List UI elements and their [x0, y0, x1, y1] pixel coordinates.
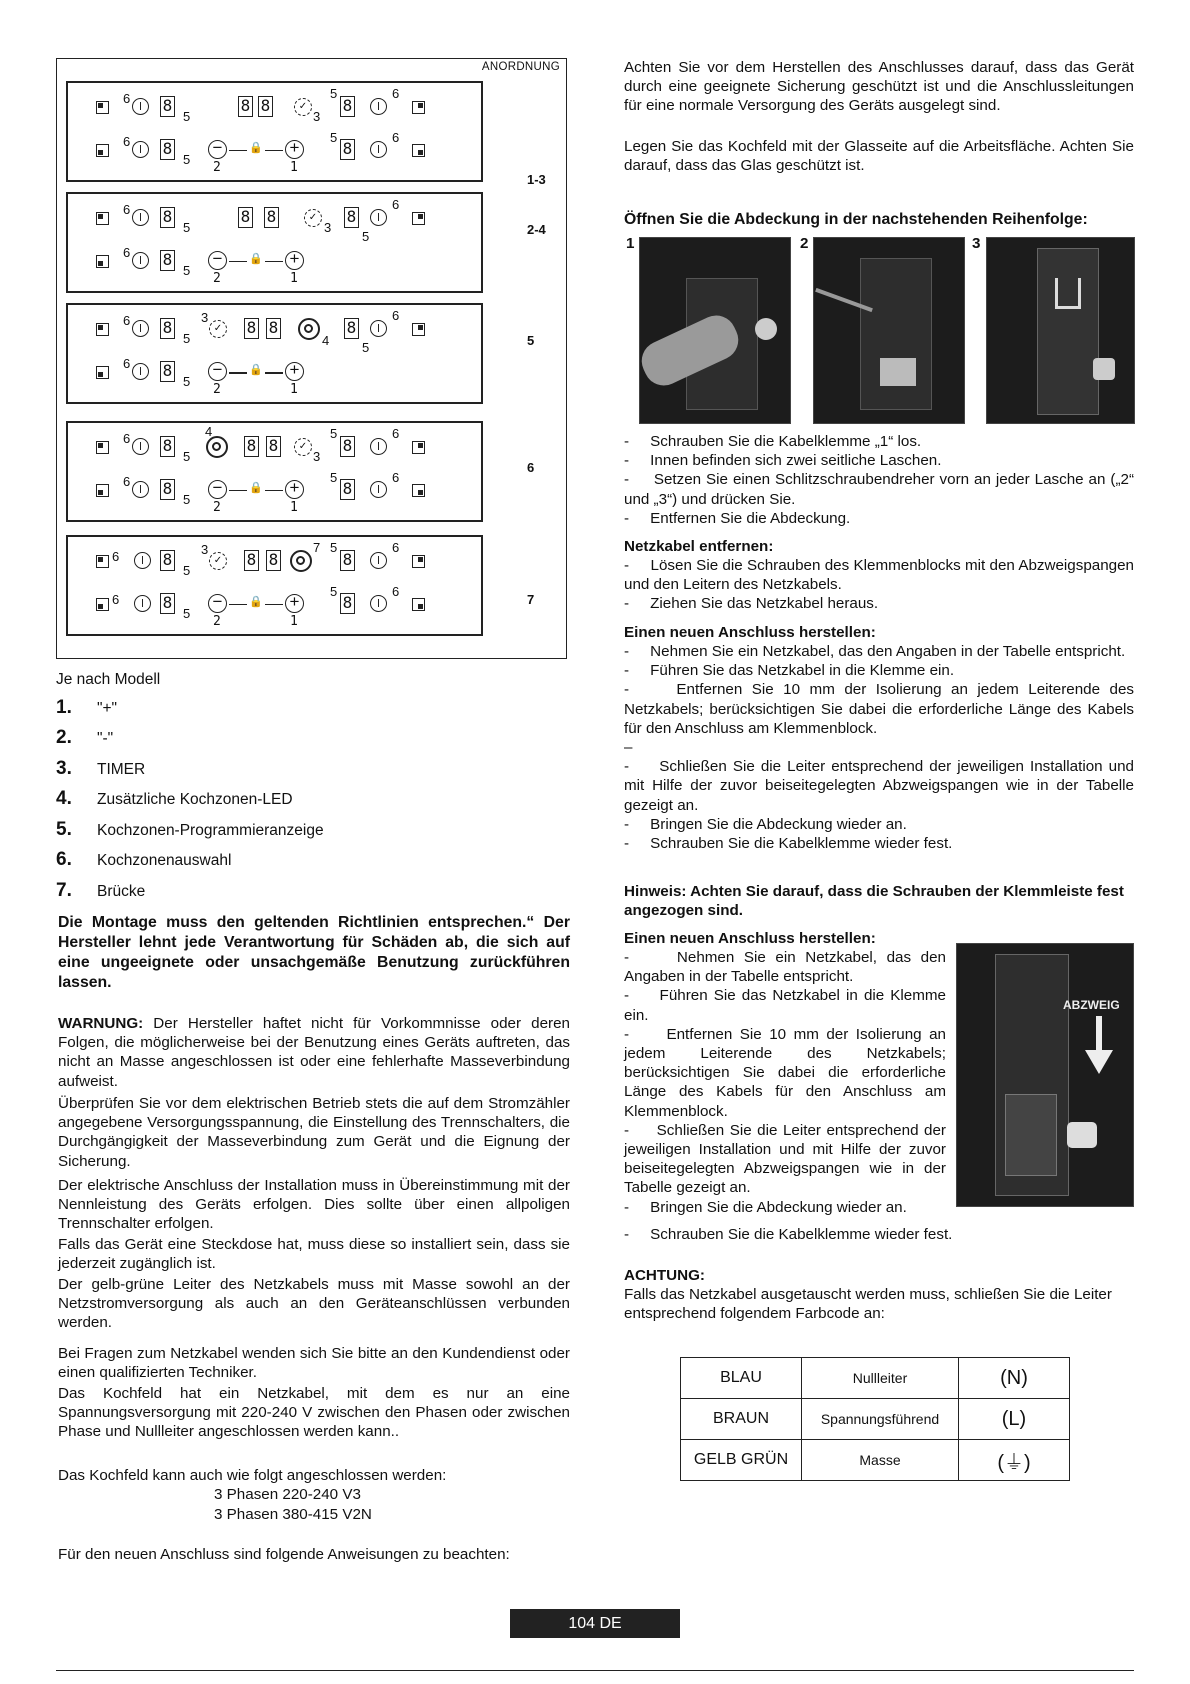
- label-five: 5: [183, 492, 191, 507]
- label-five: 5: [183, 331, 191, 346]
- bridge-icon: [290, 550, 312, 572]
- zone-square-icon: [96, 366, 109, 379]
- warning-text: Der Hersteller haftet nicht für Vorkommnisse oder deren Folgen, die möglicherweise bei der Benutzung eines Geräts auftreten, das nicht an Masse angeschlossen ist oder eine fehlerhafte Masseverbindung aufweist.: [58, 1015, 570, 1090]
- power-icon: [132, 320, 149, 337]
- panel-label: 2-4: [527, 222, 546, 237]
- power-icon: [370, 438, 387, 455]
- minus-icon: −: [208, 362, 227, 381]
- segment-display: 8: [160, 96, 175, 117]
- intro-paragraph: Achten Sie vor dem Herstellen des Anschlusses darauf, dass das Gerät durch eine geeignete Sicherung geschützt ist und die Anschlussleitungen für eine normale Versorgung des Geräts ausgelegt sind.: [624, 59, 1134, 115]
- segment-display: 8: [264, 207, 279, 228]
- new-step-2: - Bringen Sie die Abdeckung wieder an.: [624, 1198, 907, 1216]
- label-five: 5: [183, 374, 191, 389]
- zone-square-icon: [412, 598, 425, 611]
- wire-symbol: (N): [959, 1358, 1070, 1399]
- label-two: 2: [213, 160, 221, 175]
- label-one: 1: [290, 614, 298, 629]
- follow-paragraph: Für den neuen Anschluss sind folgende Anweisungen zu beachten:: [58, 1546, 510, 1563]
- timer-icon: ✓: [304, 209, 322, 227]
- panel-label: 7: [527, 592, 535, 607]
- power-icon: [370, 481, 387, 498]
- new-connection-heading: Einen neuen Anschluss herstellen:: [624, 624, 876, 641]
- remove-steps-list: [624, 556, 1134, 614]
- segment-display: 8: [244, 436, 259, 457]
- phase-option: 3 Phasen 220-240 V3: [214, 1486, 361, 1503]
- control-panel-diagram: [56, 58, 567, 659]
- new-step: - Schrauben Sie die Kabelklemme wieder fest.: [624, 835, 953, 853]
- new-connection-steps-2: [624, 948, 946, 1217]
- new-step: - Bringen Sie die Abdeckung wieder an.: [624, 815, 907, 833]
- cable-paragraph: Das Kochfeld hat ein Netzkabel, mit dem es nur an eine Spannungsversorgung mit 220-240 V zwischen den Phasen oder zwischen Phase und Nullleiter angeschlossen werden kann..: [58, 1385, 570, 1441]
- segment-display: 8: [266, 318, 281, 339]
- timer-icon: ✓: [209, 320, 227, 338]
- zone-square-icon: [412, 101, 425, 114]
- legend-number: 4.: [56, 788, 72, 809]
- caution-text: Falls das Netzkabel ausgetauscht werden muss, schließen Sie die Leiter entsprechend folgendem Farbcode an:: [624, 1286, 1112, 1323]
- segment-display: 8: [160, 318, 175, 339]
- label-seven: 7: [313, 540, 321, 555]
- open-step: - Innen befinden sich zwei seitliche Laschen.: [624, 452, 942, 470]
- plus-icon: +: [285, 594, 304, 613]
- label-six: 6: [392, 308, 400, 323]
- terminal-block-photo: [956, 943, 1134, 1207]
- slider-line: [229, 490, 247, 491]
- segment-display: 8: [340, 550, 355, 571]
- legend-number: 3.: [56, 758, 72, 779]
- timer-icon: ✓: [294, 98, 312, 116]
- segment-display: 8: [160, 479, 175, 500]
- label-six: 6: [392, 540, 400, 555]
- slider-line: [265, 490, 283, 491]
- power-icon: [370, 320, 387, 337]
- legend-number: 7.: [56, 880, 72, 901]
- plus-icon: +: [285, 140, 304, 159]
- minus-icon: −: [208, 594, 227, 613]
- label-one: 1: [290, 160, 298, 175]
- model-note: Je nach Modell: [56, 671, 161, 688]
- power-icon: [134, 552, 151, 569]
- table-row: [681, 1399, 1070, 1440]
- label-six: 6: [123, 91, 131, 106]
- label-two: 2: [213, 500, 221, 515]
- minus-icon: −: [208, 480, 227, 499]
- segment-display: 8: [160, 139, 175, 160]
- segment-display: 8: [244, 550, 259, 571]
- power-icon: [370, 595, 387, 612]
- legend-number: 6.: [56, 849, 72, 870]
- minus-icon: −: [208, 251, 227, 270]
- power-icon: [132, 363, 149, 380]
- segment-display: 8: [160, 250, 175, 271]
- zone-square-icon: [96, 555, 109, 568]
- page-number: 104 DE: [510, 1609, 680, 1638]
- power-icon: [132, 481, 149, 498]
- color-code-table: [680, 1357, 1070, 1481]
- footer-rule: [56, 1670, 1134, 1671]
- power-icon: [370, 98, 387, 115]
- label-five: 5: [183, 152, 191, 167]
- slider-line: [265, 604, 283, 605]
- label-three: 3: [313, 109, 321, 124]
- label-three: 3: [201, 310, 209, 325]
- lock-icon: 🔒: [249, 482, 263, 494]
- segment-display: 8: [340, 96, 355, 117]
- legend-text: TIMER: [97, 761, 146, 778]
- label-two: 2: [213, 614, 221, 629]
- wire-function: Nullleiter: [802, 1358, 959, 1399]
- label-six: 6: [392, 197, 400, 212]
- green-wire-paragraph: Der gelb-grüne Leiter des Netzkabels muss mit Masse sowohl an der Netzstromversorgung als auch an den Geräteanschlüssen verbunden werden.: [58, 1276, 570, 1332]
- segment-display: 8: [344, 207, 359, 228]
- caution-heading: ACHTUNG:: [624, 1267, 705, 1284]
- open-step: - Schrauben Sie die Kabelklemme „1“ los.: [624, 433, 922, 450]
- also-connect-paragraph: Das Kochfeld kann auch wie folgt angeschlossen werden:: [58, 1467, 447, 1484]
- label-six: 6: [392, 584, 400, 599]
- segment-display: 8: [160, 361, 175, 382]
- zone-square-icon: [412, 212, 425, 225]
- photo-number: 1: [626, 235, 635, 252]
- phase-option: 3 Phasen 380-415 V2N: [214, 1506, 372, 1523]
- wire-function: Masse: [802, 1440, 959, 1481]
- label-one: 1: [290, 382, 298, 397]
- remove-step: - Lösen Sie die Schrauben des Klemmenblocks mit den Abzweigspangen und den Leitern des Netzkabels.: [624, 557, 1135, 594]
- legend-text: "-": [97, 730, 114, 747]
- power-icon: [132, 209, 149, 226]
- new-step: - Entfernen Sie 10 mm der Isolierung an jedem Leiterende des Netzkabels; berücksichtigen Sie dabei die erforderliche Länge des Kabels für den Anschluss am Klemmenblock.: [624, 681, 1134, 737]
- new-step-2: - Führen Sie das Netzkabel in die Klemme ein.: [624, 987, 947, 1024]
- label-five: 5: [362, 229, 370, 244]
- wire-symbol: (L): [959, 1399, 1070, 1440]
- plus-icon: +: [285, 362, 304, 381]
- slider-line: [229, 372, 247, 374]
- segment-display: 8: [344, 318, 359, 339]
- slider-line: [265, 261, 283, 262]
- open-heading: Öffnen Sie die Abdeckung in der nachstehenden Reihenfolge:: [624, 211, 1088, 228]
- label-five: 5: [330, 584, 338, 599]
- power-icon: [132, 98, 149, 115]
- slider-line: [265, 372, 283, 374]
- legend-text: Kochzonenauswahl: [97, 852, 232, 869]
- label-six: 6: [123, 202, 131, 217]
- table-row: [681, 1440, 1070, 1481]
- panel-layout-7: [66, 535, 483, 636]
- segment-display: 8: [266, 550, 281, 571]
- zone-square-icon: [412, 555, 425, 568]
- slider-line: [229, 150, 247, 151]
- slider-line: [265, 150, 283, 151]
- power-icon: [132, 252, 149, 269]
- label-five: 5: [183, 563, 191, 578]
- segment-display: 8: [258, 96, 273, 117]
- power-icon: [370, 552, 387, 569]
- zone-square-icon: [96, 323, 109, 336]
- label-six: 6: [123, 431, 131, 446]
- panel-layout-5: [66, 303, 483, 404]
- zone-led-icon: [298, 318, 320, 340]
- hint-note: Hinweis: Achten Sie darauf, dass die Schrauben der Klemmleiste fest angezogen sind.: [624, 883, 1124, 920]
- segment-display: 8: [340, 436, 355, 457]
- power-icon: [370, 209, 387, 226]
- label-three: 3: [201, 542, 209, 557]
- photo-number: 3: [972, 235, 981, 252]
- new-step-2: - Schrauben Sie die Kabelklemme wieder fest.: [624, 1226, 953, 1243]
- label-one: 1: [290, 271, 298, 286]
- panel-label: 5: [527, 333, 535, 348]
- label-four: 4: [322, 333, 330, 348]
- label-five: 5: [183, 109, 191, 124]
- open-step: - Entfernen Sie die Abdeckung.: [624, 509, 851, 527]
- panel-layout-1-3: [66, 81, 483, 182]
- power-icon: [132, 141, 149, 158]
- segment-display: 8: [244, 318, 259, 339]
- cover-photo-step-3: [986, 237, 1135, 424]
- segment-display: 8: [266, 436, 281, 457]
- plus-icon: +: [285, 480, 304, 499]
- open-step: - Setzen Sie einen Schlitzschraubendreher vorn an jeder Lasche an („2“ und „3“) und drücken Sie.: [624, 471, 1135, 508]
- label-six: 6: [392, 470, 400, 485]
- label-five: 5: [183, 263, 191, 278]
- remove-step: - Ziehen Sie das Netzkabel heraus.: [624, 595, 879, 613]
- timer-icon: ✓: [209, 552, 227, 570]
- label-three: 3: [324, 220, 332, 235]
- label-five: 5: [330, 540, 338, 555]
- slider-line: [229, 604, 247, 605]
- photo-number: 2: [800, 235, 809, 252]
- wire-function: Spannungsführend: [802, 1399, 959, 1440]
- legend-text: "+": [97, 700, 118, 717]
- table-row: [681, 1358, 1070, 1399]
- remove-heading: Netzkabel entfernen:: [624, 538, 774, 555]
- zone-led-icon: [206, 436, 228, 458]
- wire-color: GELB GRÜN: [681, 1440, 802, 1481]
- cover-photo-step-2: [813, 237, 965, 424]
- new-step-2: - Entfernen Sie 10 mm der Isolierung an jedem Leiterende des Netzkabels; berücksichtigen Sie dabei die erforderliche Länge des Kabels für den Anschluss am Klemmenblock.: [624, 1025, 946, 1120]
- label-five: 5: [330, 426, 338, 441]
- new-step: - Nehmen Sie ein Netzkabel, das den Angaben in der Tabelle entspricht.: [624, 643, 1126, 660]
- label-five: 5: [183, 606, 191, 621]
- panel-layout-2-4: [66, 192, 483, 293]
- segment-display: 8: [160, 207, 175, 228]
- segment-display: 8: [340, 479, 355, 500]
- zone-square-icon: [96, 144, 109, 157]
- label-six: 6: [123, 356, 131, 371]
- label-four: 4: [205, 424, 213, 439]
- lock-icon: 🔒: [249, 253, 263, 265]
- label-six: 6: [123, 313, 131, 328]
- lock-icon: 🔒: [249, 142, 263, 154]
- warning-paragraph: [58, 1014, 570, 1091]
- label-five: 5: [330, 130, 338, 145]
- new-step: - Führen Sie das Netzkabel in die Klemme ein.: [624, 662, 955, 680]
- legend-text: Zusätzliche Kochzonen-LED: [97, 791, 293, 808]
- label-six: 6: [392, 426, 400, 441]
- zone-square-icon: [412, 144, 425, 157]
- label-three: 3: [313, 449, 321, 464]
- warning-label: WARNUNG:: [58, 1015, 144, 1032]
- zone-square-icon: [96, 484, 109, 497]
- label-six: 6: [392, 130, 400, 145]
- power-icon: [370, 141, 387, 158]
- label-six: 6: [123, 134, 131, 149]
- check-paragraph: Überprüfen Sie vor dem elektrischen Betrieb stets die auf dem Stromzähler angegebene Versorgungsspannung, die Einstellung des Trennschalters, die Durchgängigkeit der Masseverbindung zum Gerät und die Eignung der Sicherung.: [58, 1095, 570, 1170]
- label-five: 5: [183, 449, 191, 464]
- power-icon: [134, 595, 151, 612]
- abzweig-label: ABZWEIG: [1063, 998, 1120, 1012]
- zone-square-icon: [96, 255, 109, 268]
- cover-photo-step-1: [639, 237, 791, 424]
- label-five: 5: [362, 340, 370, 355]
- segment-display: 8: [238, 207, 253, 228]
- new-connection-steps: [624, 642, 1134, 853]
- slider-line: [229, 261, 247, 262]
- minus-icon: −: [208, 140, 227, 159]
- zone-square-icon: [412, 441, 425, 454]
- label-five: 5: [183, 220, 191, 235]
- new-step-2: - Schließen Sie die Leiter entsprechend der jeweiligen Installation und mit Hilfe der zuvor beiseitegelegten Abzweigspangen wie in der Tabelle gezeigt an.: [624, 1121, 946, 1197]
- new-step-2: - Nehmen Sie ein Netzkabel, das den Angaben in der Tabelle entspricht.: [624, 949, 946, 986]
- label-five: 5: [330, 470, 338, 485]
- legend-text: Kochzonen-Programmieranzeige: [97, 822, 324, 839]
- plus-icon: +: [285, 251, 304, 270]
- legend-number: 1.: [56, 697, 72, 718]
- wire-color: BLAU: [681, 1358, 802, 1399]
- label-two: 2: [213, 271, 221, 286]
- segment-display: 8: [160, 593, 175, 614]
- new-step: –: [624, 739, 633, 757]
- label-one: 1: [290, 500, 298, 515]
- zone-square-icon: [96, 441, 109, 454]
- bold-notice: Die Montage muss den geltenden Richtlinien entsprechen.“ Der Hersteller lehnt jede Verantwortung für Schäden ab, die sich auf eine ungeeignete oder unsachgemäße Benutzung zurückführen lassen.: [58, 914, 570, 991]
- label-six: 6: [112, 549, 120, 564]
- panel-layout-6: [66, 421, 483, 522]
- diagram-caption: ANORDNUNG: [481, 61, 560, 73]
- label-five: 5: [330, 86, 338, 101]
- power-icon: [132, 438, 149, 455]
- new-connection-heading-2: Einen neuen Anschluss herstellen:: [624, 930, 876, 947]
- zone-square-icon: [96, 212, 109, 225]
- zone-square-icon: [96, 101, 109, 114]
- legend-number: 2.: [56, 727, 72, 748]
- segment-display: 8: [238, 96, 253, 117]
- new-step: - Schließen Sie die Leiter entsprechend der jeweiligen Installation und mit Hilfe der zuvor beiseitegelegten Abzweigspangen wie in der Tabelle gezeigt an.: [624, 758, 1135, 814]
- zone-square-icon: [96, 598, 109, 611]
- zone-square-icon: [412, 484, 425, 497]
- segment-display: 8: [160, 550, 175, 571]
- timer-icon: ✓: [294, 438, 312, 456]
- questions-paragraph: Bei Fragen zum Netzkabel wenden sich Sie bitte an den Kundendienst oder einen qualifizierten Techniker.: [58, 1345, 570, 1382]
- panel-label: 6: [527, 460, 535, 475]
- segment-display: 8: [340, 593, 355, 614]
- label-six: 6: [112, 592, 120, 607]
- open-steps-list: [624, 432, 1144, 528]
- wire-color: BRAUN: [681, 1399, 802, 1440]
- glass-paragraph: Legen Sie das Kochfeld mit der Glasseite auf die Arbeitsfläche. Achten Sie darauf, dass das Glas geschützt ist.: [624, 138, 1134, 175]
- label-two: 2: [213, 382, 221, 397]
- segment-display: 8: [160, 436, 175, 457]
- ground-symbol: (⏚): [959, 1440, 1070, 1481]
- segment-display: 8: [340, 139, 355, 160]
- legend-number: 5.: [56, 819, 72, 840]
- panel-label: 1-3: [527, 172, 546, 187]
- label-six: 6: [123, 245, 131, 260]
- lock-icon: 🔒: [249, 596, 263, 608]
- lock-icon: 🔒: [249, 364, 263, 376]
- label-six: 6: [392, 86, 400, 101]
- socket-paragraph: Falls das Gerät eine Steckdose hat, muss diese so installiert sein, dass sie jederzeit zugänglich ist.: [58, 1236, 570, 1273]
- zone-square-icon: [412, 323, 425, 336]
- legend-text: Brücke: [97, 883, 146, 900]
- label-six: 6: [123, 474, 131, 489]
- install-paragraph: Der elektrische Anschluss der Installation muss in Übereinstimmung mit der Nennleistung des Geräts erfolgen. Dies sollte über einen allpoligen Trennschalter erfolgen.: [58, 1177, 570, 1233]
